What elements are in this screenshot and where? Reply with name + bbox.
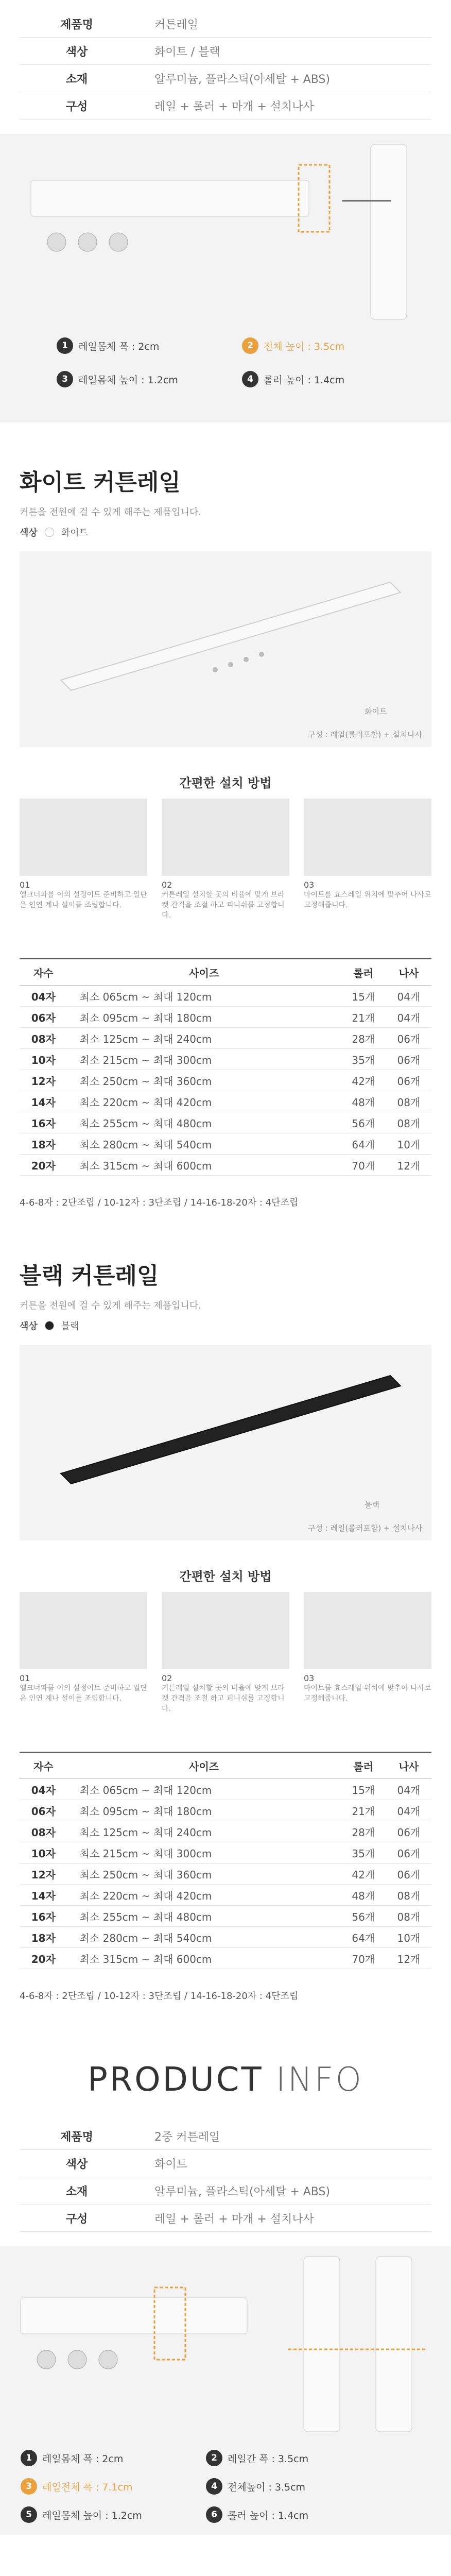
rail-dimension-diagram	[0, 134, 451, 422]
roller-count: 64개	[341, 1927, 386, 1948]
info-value: 레일 + 롤러 + 마개 + 설치나사	[134, 2205, 431, 2232]
roller-count: 56개	[341, 1906, 386, 1927]
screw-count: 06개	[386, 1049, 431, 1070]
screw-count: 10개	[386, 1133, 431, 1155]
guide-title: 간편한 설치 방법	[179, 1569, 272, 1584]
screw-count: 12개	[386, 1155, 431, 1176]
roller-count: 42개	[341, 1070, 386, 1091]
color-row: 색상 화이트	[20, 528, 88, 538]
size-range: 최소 250cm ~ 최대 360cm	[67, 1863, 341, 1885]
table-row	[20, 1028, 431, 1049]
table-row	[20, 1070, 431, 1091]
info-row	[20, 65, 431, 92]
info-row	[20, 10, 431, 38]
screw-count: 06개	[386, 1842, 431, 1863]
table-row	[20, 1800, 431, 1821]
color-swatch-icon	[45, 1321, 54, 1330]
size-table-wrap	[0, 958, 431, 1176]
table-row	[20, 1821, 431, 1842]
guide-step-1: 01 엘크너파를 이의 설정이트 준비하고 일단은 인연 계나 설이를 조립합니다.	[20, 1592, 147, 1704]
roller-count: 35개	[341, 1842, 386, 1863]
roller-count: 28개	[341, 1028, 386, 1049]
size-range: 최소 125cm ~ 최대 240cm	[67, 1028, 341, 1049]
section-title: 화이트 커튼레일	[20, 469, 181, 496]
roller-count: 70개	[341, 1948, 386, 1969]
roller-count: 28개	[341, 1821, 386, 1842]
roller-count: 15개	[341, 986, 386, 1007]
table-row	[20, 1779, 431, 1800]
screw-count: 06개	[386, 1821, 431, 1842]
info-key: 소재	[20, 2177, 134, 2205]
info-value: 커튼레일	[134, 10, 431, 38]
size-code: 12자	[20, 1863, 67, 1885]
info-key: 색상	[20, 38, 134, 65]
table-row	[20, 1133, 431, 1155]
white-rail-illustration	[20, 551, 431, 747]
guide-step-1: 01 엘크너파를 이의 설정이트 준비하고 일단은 인연 계나 설이를 조립합니다.	[20, 799, 147, 910]
section-title: 블랙 커튼레일	[20, 1263, 159, 1289]
size-range: 최소 220cm ~ 최대 420cm	[67, 1091, 341, 1112]
screw-count: 04개	[386, 1007, 431, 1028]
roller-count: 56개	[341, 1112, 386, 1133]
roller-count: 48개	[341, 1091, 386, 1112]
size-code: 04자	[20, 986, 67, 1007]
size-range: 최소 065cm ~ 최대 120cm	[67, 1779, 341, 1800]
size-code: 16자	[20, 1112, 67, 1133]
double-rail-diagram-svg	[0, 2246, 451, 2442]
info-key: 제품명	[20, 2123, 134, 2150]
legend-item-3: 3 레일전체 폭 : 7.1cm	[21, 2478, 132, 2495]
table-row	[20, 1007, 431, 1028]
double-rail-dimension-diagram	[0, 2246, 451, 2535]
table-row	[20, 1885, 431, 1906]
section-subtitle: 커튼을 전원에 걸 수 있게 해주는 제품입니다.	[20, 1300, 202, 1311]
size-range: 최소 065cm ~ 최대 120cm	[67, 986, 341, 1007]
screw-count: 10개	[386, 1927, 431, 1948]
roller-count: 64개	[341, 1133, 386, 1155]
info-row	[20, 92, 431, 120]
info-row	[20, 2205, 431, 2232]
size-range: 최소 125cm ~ 최대 240cm	[67, 1821, 341, 1842]
roller-count: 48개	[341, 1885, 386, 1906]
guide-step-3: 03 마이트를 효스레일 위치에 맞추어 나사로 고정해줍니다.	[304, 1592, 431, 1704]
screw-count: 04개	[386, 1779, 431, 1800]
table-row	[20, 1112, 431, 1133]
legend-item-3: 3 레일몸체 높이 : 1.2cm	[57, 371, 178, 387]
info-table	[20, 10, 431, 120]
size-code: 14자	[20, 1091, 67, 1112]
screw-count: 08개	[386, 1091, 431, 1112]
table-row	[20, 1155, 431, 1176]
size-range: 최소 215cm ~ 최대 300cm	[67, 1842, 341, 1863]
size-code: 08자	[20, 1821, 67, 1842]
size-code: 06자	[20, 1800, 67, 1821]
info-value: 화이트 / 블랙	[134, 38, 431, 65]
screw-count: 04개	[386, 1800, 431, 1821]
size-range: 최소 280cm ~ 최대 540cm	[67, 1133, 341, 1155]
size-table: 자수 사이즈 롤러 나사 04자 최소 065cm ~ 최대 120cm 15개 04개 06자 최소 095cm ~ 최대 180cm 21개 04개 08자 최소 125cm ~ 최대 240cm 28개 06개 10자 최소 215cm ~ 최대 300cm 35개 06개 12자 최소 250cm ~ 최대 360cm 42개 06개 14자 최소 220cm ~ 최대 420cm 48개 08개 16자 최소 255cm ~ 최대 480cm 56개 08개 18자 최소 280cm ~ 최대 540cm 64개 10개 20자 최소 315cm ~ 최대 600cm 70개 12개	[20, 958, 431, 1176]
screw-count: 04개	[386, 986, 431, 1007]
product-image: 화이트 구성 : 레일(롤러포함) + 설치나사	[20, 551, 431, 747]
size-range: 최소 250cm ~ 최대 360cm	[67, 1070, 341, 1091]
table-row	[20, 1927, 431, 1948]
roller-count: 21개	[341, 1007, 386, 1028]
guide-step-3: 03 마이트를 효스레일 위치에 맞추어 나사로 고정해줍니다.	[304, 799, 431, 910]
roller-count: 35개	[341, 1049, 386, 1070]
screw-count: 08개	[386, 1112, 431, 1133]
rail-rollers	[47, 233, 128, 251]
size-range: 최소 255cm ~ 최대 480cm	[67, 1906, 341, 1927]
guide-step-2: 02 커튼레일 설치할 곳의 비율에 맞게 브라켓 간격을 조절 하고 피니쉬를 고정합니다.	[162, 1592, 289, 1714]
roller-count: 70개	[341, 1155, 386, 1176]
assembly-note: 4-6-8자 : 2단조립 / 10-12자 : 3단조립 / 14-16-18-20자 : 4단조립	[20, 1991, 299, 2002]
info-row	[20, 2177, 431, 2205]
size-range: 최소 255cm ~ 최대 480cm	[67, 1112, 341, 1133]
info-row	[20, 2123, 431, 2150]
table-row	[20, 1091, 431, 1112]
size-range: 최소 315cm ~ 최대 600cm	[67, 1155, 341, 1176]
screw-count: 08개	[386, 1885, 431, 1906]
size-range: 최소 095cm ~ 최대 180cm	[67, 1007, 341, 1028]
legend-item-4: 4 롤러 높이 : 1.4cm	[242, 371, 344, 387]
info-key: 구성	[20, 2205, 134, 2232]
rail-body	[31, 180, 309, 216]
info-value: 알루미늄, 플라스틱(아세탈 + ABS)	[134, 2177, 431, 2205]
size-code: 16자	[20, 1906, 67, 1927]
info-value: 화이트	[134, 2150, 431, 2177]
section-subtitle: 커튼을 전원에 걸 수 있게 해주는 제품입니다.	[20, 507, 202, 518]
size-code: 18자	[20, 1927, 67, 1948]
size-code: 12자	[20, 1070, 67, 1091]
screw-count: 06개	[386, 1028, 431, 1049]
legend-item-6: 6 롤러 높이 : 1.4cm	[206, 2506, 308, 2523]
info-row	[20, 38, 431, 65]
size-range: 최소 315cm ~ 최대 600cm	[67, 1948, 341, 1969]
guide-title: 간편한 설치 방법	[179, 776, 272, 790]
table-row	[20, 1049, 431, 1070]
size-code: 10자	[20, 1842, 67, 1863]
info-value: 알루미늄, 플라스틱(아세탈 + ABS)	[134, 65, 431, 92]
screw-count: 08개	[386, 1906, 431, 1927]
legend-item-1: 1 레일몸체 폭 : 2cm	[21, 2450, 123, 2466]
screw-count: 12개	[386, 1948, 431, 1969]
product-info-section	[0, 10, 451, 120]
color-swatch-icon	[45, 528, 54, 537]
info-key: 구성	[20, 92, 134, 120]
table-row	[20, 1842, 431, 1863]
legend-item-5: 5 레일몸체 높이 : 1.2cm	[21, 2506, 142, 2523]
legend-item-2: 2 레일간 폭 : 3.5cm	[206, 2450, 308, 2466]
size-range: 최소 220cm ~ 최대 420cm	[67, 1885, 341, 1906]
info-key: 색상	[20, 2150, 134, 2177]
roller-count: 21개	[341, 1800, 386, 1821]
size-code: 20자	[20, 1948, 67, 1969]
size-code: 06자	[20, 1007, 67, 1028]
size-table-wrap	[0, 1752, 431, 1969]
size-range: 최소 280cm ~ 최대 540cm	[67, 1927, 341, 1948]
size-range: 최소 215cm ~ 최대 300cm	[67, 1049, 341, 1070]
table-row	[20, 986, 431, 1007]
table-row	[20, 1906, 431, 1927]
white-rail-section	[0, 464, 451, 1236]
screw-count: 06개	[386, 1863, 431, 1885]
info-key: 소재	[20, 65, 134, 92]
guide-step-2: 02 커튼레일 설치할 곳의 비율에 맞게 브라켓 간격을 조절 하고 피니쉬를 고정합니다.	[162, 799, 289, 921]
product-image: 블랙 구성 : 레일(롤러포함) + 설치나사	[20, 1345, 431, 1540]
size-code: 10자	[20, 1049, 67, 1070]
double-rail-info-section	[0, 2123, 451, 2232]
size-code: 20자	[20, 1155, 67, 1176]
rail-section-view	[371, 144, 407, 319]
size-code: 04자	[20, 1779, 67, 1800]
info-value: 레일 + 롤러 + 마개 + 설치나사	[134, 92, 431, 120]
legend-item-4: 4 전체높이 : 3.5cm	[206, 2478, 305, 2495]
size-range: 최소 095cm ~ 최대 180cm	[67, 1800, 341, 1821]
roller-count: 15개	[341, 1779, 386, 1800]
product-info-heading: PRODUCT INFO	[88, 2061, 363, 2099]
black-rail-illustration	[20, 1345, 431, 1540]
info-key: 제품명	[20, 10, 134, 38]
size-code: 14자	[20, 1885, 67, 1906]
info-value: 2중 커튼레일	[134, 2123, 431, 2150]
black-rail-section	[0, 1257, 451, 2030]
size-code: 18자	[20, 1133, 67, 1155]
assembly-note: 4-6-8자 : 2단조립 / 10-12자 : 3단조립 / 14-16-18-20자 : 4단조립	[20, 1197, 299, 1208]
info-row	[20, 2150, 431, 2177]
color-row: 색상 블랙	[20, 1321, 79, 1332]
legend-item-2: 2 전체 높이 : 3.5cm	[242, 337, 344, 354]
screw-count: 06개	[386, 1070, 431, 1091]
rail-diagram-svg	[0, 134, 451, 330]
roller-count: 42개	[341, 1863, 386, 1885]
table-row	[20, 1863, 431, 1885]
table-row	[20, 1948, 431, 1969]
legend-item-1: 1 레일몸체 폭 : 2cm	[57, 337, 159, 354]
size-code: 08자	[20, 1028, 67, 1049]
size-table: 자수 사이즈 롤러 나사 04자 최소 065cm ~ 최대 120cm 15개 04개 06자 최소 095cm ~ 최대 180cm 21개 04개 08자 최소 125cm ~ 최대 240cm 28개 06개 10자 최소 215cm ~ 최대 300cm 35개 06개 12자 최소 250cm ~ 최대 360cm 42개 06개 14자 최소 220cm ~ 최대 420cm 48개 08개 16자 최소 255cm ~ 최대 480cm 56개 08개 18자 최소 280cm ~ 최대 540cm 64개 10개 20자 최소 315cm ~ 최대 600cm 70개 12개	[20, 1752, 431, 1969]
info-table	[20, 2123, 431, 2232]
